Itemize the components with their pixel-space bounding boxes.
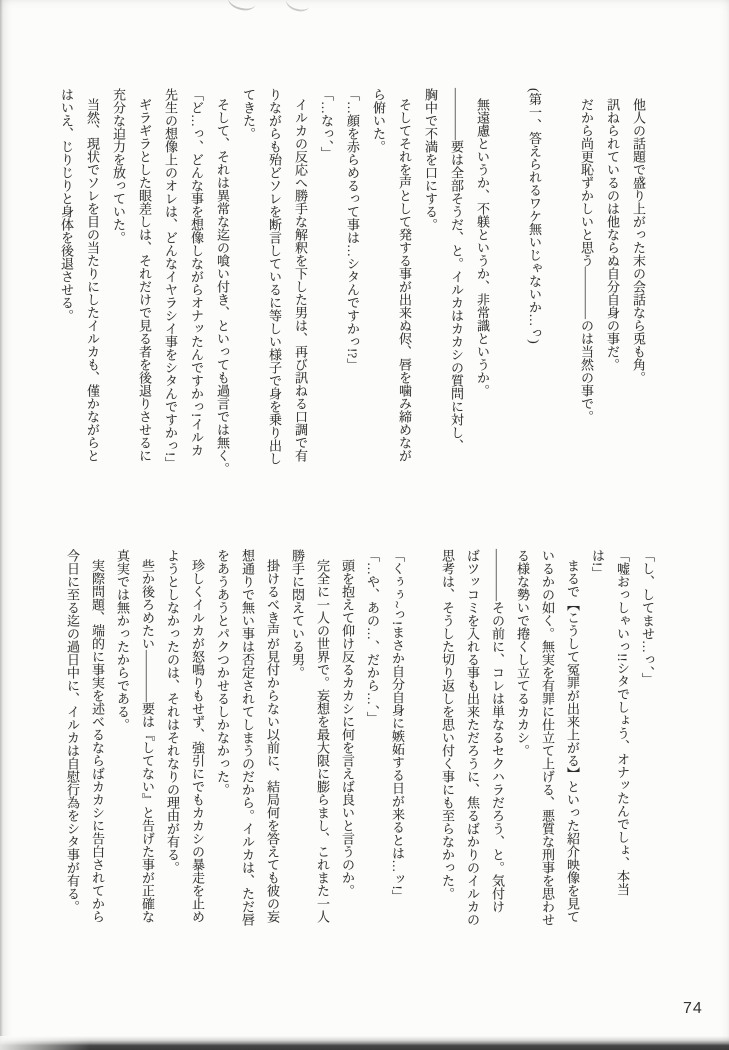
text-line: まるで【こうして冤罪が出来上がる】といった紹介映像を見て xyxy=(565,559,580,923)
text-line: そしてそれを声として発する事が出来ぬ侭、唇を噛み締めなが xyxy=(397,98,412,462)
scan-edge-left xyxy=(0,0,3,1050)
text-line: 珍しくイルカが怒鳴りもせず、強引にでもカカシの暴走を止め xyxy=(190,559,205,923)
text-line: 想通りで無い事は否定されてしまうのだから。イルカは、ただ唇 xyxy=(240,549,255,926)
text-line: ――――その前に、コレは単なるセクハラだろう、と。気付け xyxy=(490,549,505,913)
text-line: ら俯いた。 xyxy=(371,88,386,153)
blank-line xyxy=(547,88,573,498)
text-line: ばツッコミを入れる事も出来ただろうに、焦るばかりのイルカの xyxy=(465,549,480,926)
text-line: (第一、答えられるワケ無いじゃないか…っ) xyxy=(527,88,542,344)
text-line: 真実では無かったからである。 xyxy=(115,549,130,731)
text-line: りながらも殆どソレを断言しているに等しい様子で身を乗り出し xyxy=(267,88,282,465)
scan-edge-bottom xyxy=(0,1036,729,1050)
text-line: ――――要は全部そうだ、と。イルカはカカシの質問に対し、 xyxy=(449,88,464,452)
text-line: そして、それは異常な迄の喰い付き、といっても過言では無く。 xyxy=(215,98,230,475)
scan-artifact-mark xyxy=(226,0,258,13)
text-line: る様な勢いで捲くし立てるカカシ。 xyxy=(515,549,530,757)
scan-artifact-mark xyxy=(284,0,311,14)
text-line: 無遠慮というか、不躾というか、非常識というか。 xyxy=(475,98,490,397)
top-text-block xyxy=(53,88,651,498)
text-line: 「…顔を赤らめるって事は…シタんですかっ!?」 xyxy=(345,88,360,372)
text-line: 当然、現状でソレを目の当たりにしたイルカも、僅かながらと xyxy=(85,98,100,462)
text-line: 思考は、そうした切り返しを思い付く事にも至らなかった。 xyxy=(440,549,455,900)
text-line: 「し、してませ…っ、」 xyxy=(640,549,655,686)
text-line: いるかの如く。無実を有罪に仕立て上げる、悪質な刑事を思わせ xyxy=(540,549,555,926)
text-line: 今日に至る迄の過日中に、イルカは自慰行為をシタ事が有る。 xyxy=(65,549,80,913)
text-line: は!」 xyxy=(590,549,605,580)
text-line: 先生の想像上のオレは、どんなイヤラシイ事をシタんですかっ!」 xyxy=(163,88,178,470)
text-line: 「…や、あの…、だから…、」 xyxy=(365,549,380,725)
text-line: 頭を抱えて仰け反るカカシに何を言えば良いと言うのか。 xyxy=(340,559,355,897)
page-number: 74 xyxy=(683,1000,703,1017)
text-line: 勝手に悶えている男。 xyxy=(290,549,305,679)
text-line: てきた。 xyxy=(241,88,256,140)
text-line: 「…なっ、」 xyxy=(319,88,334,160)
text-line: 胸中で不満を口にする。 xyxy=(423,88,438,231)
bottom-text-block xyxy=(60,549,660,951)
blank-line xyxy=(410,549,435,951)
text-line: 実際問題、端的に事実を述べるならばカカシに告白されてから xyxy=(90,559,105,923)
text-line: 些か後ろめたい――――要は『してない』と告げた事が正確な xyxy=(140,559,155,923)
text-line: 完全に一人の世界で。妄想を最大限に膨らまし、これまた一人 xyxy=(315,559,330,923)
text-line: をあうあうとパクつかせるしかなかった。 xyxy=(215,549,230,796)
text-line: 「ど…っ、どんな事を想像しながらオナッたんですかっ!イルカ xyxy=(189,88,204,457)
text-line: だから尚更恥ずかしいと思う――――のは当然の事で。 xyxy=(579,98,594,423)
text-line: 他人の話題で盛り上がった末の会話なら兎も角。 xyxy=(631,98,646,384)
text-line: ギラギラとした眼差しは、それだけで見る者を後退りさせるに xyxy=(137,98,152,462)
text-line: ようとしなかったのは、それはそれなりの理由が有る。 xyxy=(165,549,180,874)
text-line: はいえ、じりじりと身体を後退させる。 xyxy=(59,88,74,322)
text-line: 訊ねられているのは他ならぬ自分自身の事だ。 xyxy=(605,98,620,371)
text-line: 充分な迫力を放っていた。 xyxy=(111,88,126,244)
text-line: 「嘘おっしゃいっ!!シタでしょう、オナッたんでしょ、本当 xyxy=(615,549,630,896)
text-line: 「くぅぅ~っ!まさか自分自身に嫉妬する日が来るとは…ッ!」 xyxy=(390,549,405,903)
blank-line xyxy=(495,88,521,498)
text-line: イルカの反応へ勝手な解釈を下した男は、再び訊ねる口調で有 xyxy=(293,98,308,462)
text-line: 掛けるべき声が見付からない以前に、結局何を答えても彼の妄 xyxy=(265,559,280,923)
